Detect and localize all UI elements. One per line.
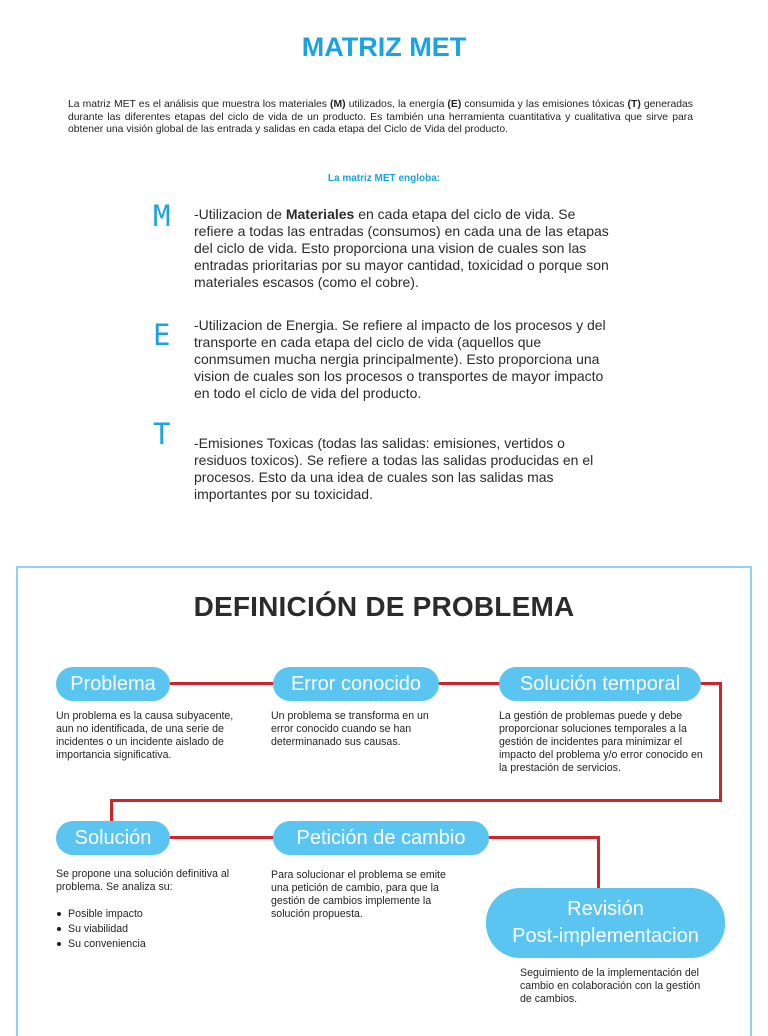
revision-label-line1: Revisión <box>567 898 644 920</box>
intro-e: (E) <box>447 99 462 110</box>
met-letter-t: T <box>153 417 171 451</box>
met-m-rest: en cada etapa del ciclo de vida. Se refiere a todas las entradas (consumos) en cada una de las etapas del ciclo de vida. Esto proporciona una vision de cuales son las entradas prioritarias por su mayor cantidad, toxicidad o porque son materiales escasos (como el cobre). <box>194 206 609 290</box>
connector-peticion-revision <box>488 836 600 839</box>
engloba-heading: La matriz MET engloba: <box>327 173 441 184</box>
intro-text-3: consumida y las emisiones tóxicas <box>461 99 628 110</box>
met-text-energia: -Utilizacion de Energia. Se refiere al impacto de los procesos y del transporte en cada etapa del ciclo de vida (aquellos que conmsumen mucha nergia principalmente). Esto proporciona una vision de cuales son los procesos o transportes de mayor impacto en todo el ciclo de vida del producto. <box>194 317 606 401</box>
bullet-item: Su conveniencia <box>56 937 246 952</box>
solucion-bullets <box>56 907 246 952</box>
connector-return-horizontal <box>110 799 722 802</box>
desc-problema: Un problema es la causa subyacente, aun no identificada, de una serie de incidentes o un incidente aislado de importancia significativa. <box>56 710 234 761</box>
connector-error-temporal <box>438 682 500 685</box>
problem-title: DEFINICIÓN DE PROBLEMA <box>193 591 575 622</box>
page-title: MATRIZ MET <box>301 32 467 62</box>
met-text-materiales <box>194 206 614 291</box>
connector-problema-error <box>170 682 274 685</box>
connector-revision-vertical <box>597 836 600 888</box>
node-revision-post <box>486 888 725 958</box>
bullet-item: Su viabilidad <box>56 922 246 937</box>
desc-error-conocido: Un problema se transforma en un error conocido cuando se han determinanado sus causas. <box>271 710 429 748</box>
node-solucion: Solución <box>56 821 170 855</box>
node-solucion-temporal: Solución temporal <box>499 667 701 701</box>
connector-left-vertical <box>110 799 113 823</box>
intro-m: (M) <box>330 99 346 110</box>
intro-t: (T) <box>627 99 641 110</box>
desc-solucion: Se propone una solución definitiva al problema. Se analiza su: <box>56 868 230 893</box>
desc-peticion-cambio: Para solucionar el problema se emite una petición de cambio, para que la gestión de cambios implemente la solución propuesta. <box>271 869 446 920</box>
node-problema: Problema <box>56 667 170 701</box>
met-m-bold: Materiales <box>285 206 355 222</box>
met-m-pre: -Utilizacion de <box>194 206 286 222</box>
revision-label-line2: Post-implementacion <box>512 925 699 947</box>
bullet-item: Posible impacto <box>56 907 246 922</box>
intro-text-4: generadas durante las diferentes etapas del ciclo de vida de un producto. Es también una herramienta cuantitativa y cualitativa que sirve para obtener una visión global de las entrada y salidas en cada etapa del Ciclo de Vida del producto. <box>68 99 693 135</box>
node-error-conocido: Error conocido <box>273 667 439 701</box>
intro-text-2: utilizados, la energía <box>345 99 448 110</box>
connector-right-vertical <box>719 682 722 802</box>
met-letter-e: E <box>153 318 171 352</box>
node-peticion-cambio: Petición de cambio <box>273 821 489 855</box>
connector-solucion-peticion <box>170 836 274 839</box>
met-letter-m: M <box>153 199 171 233</box>
intro-text-1: La matriz MET es el análisis que muestra los materiales <box>68 99 331 110</box>
met-text-toxicas: -Emisiones Toxicas (todas las salidas: emisiones, vertidos o residuos toxicos). Se refiere a todas las salidas producidas en el procesos. Esto da una idea de cuales son las salidas mas importantes por su toxicidad. <box>194 435 594 502</box>
desc-solucion-temporal: La gestión de problemas puede y debe proporcionar soluciones temporales a la gestión de incidentes para minimizar el impacto del problema y/o error conocido en la prestación de servicios. <box>499 710 703 774</box>
intro-paragraph <box>68 99 693 137</box>
desc-revision-post: Seguimiento de la implementación del cambio en colaboración con la gestión de cambios. <box>520 967 701 1005</box>
